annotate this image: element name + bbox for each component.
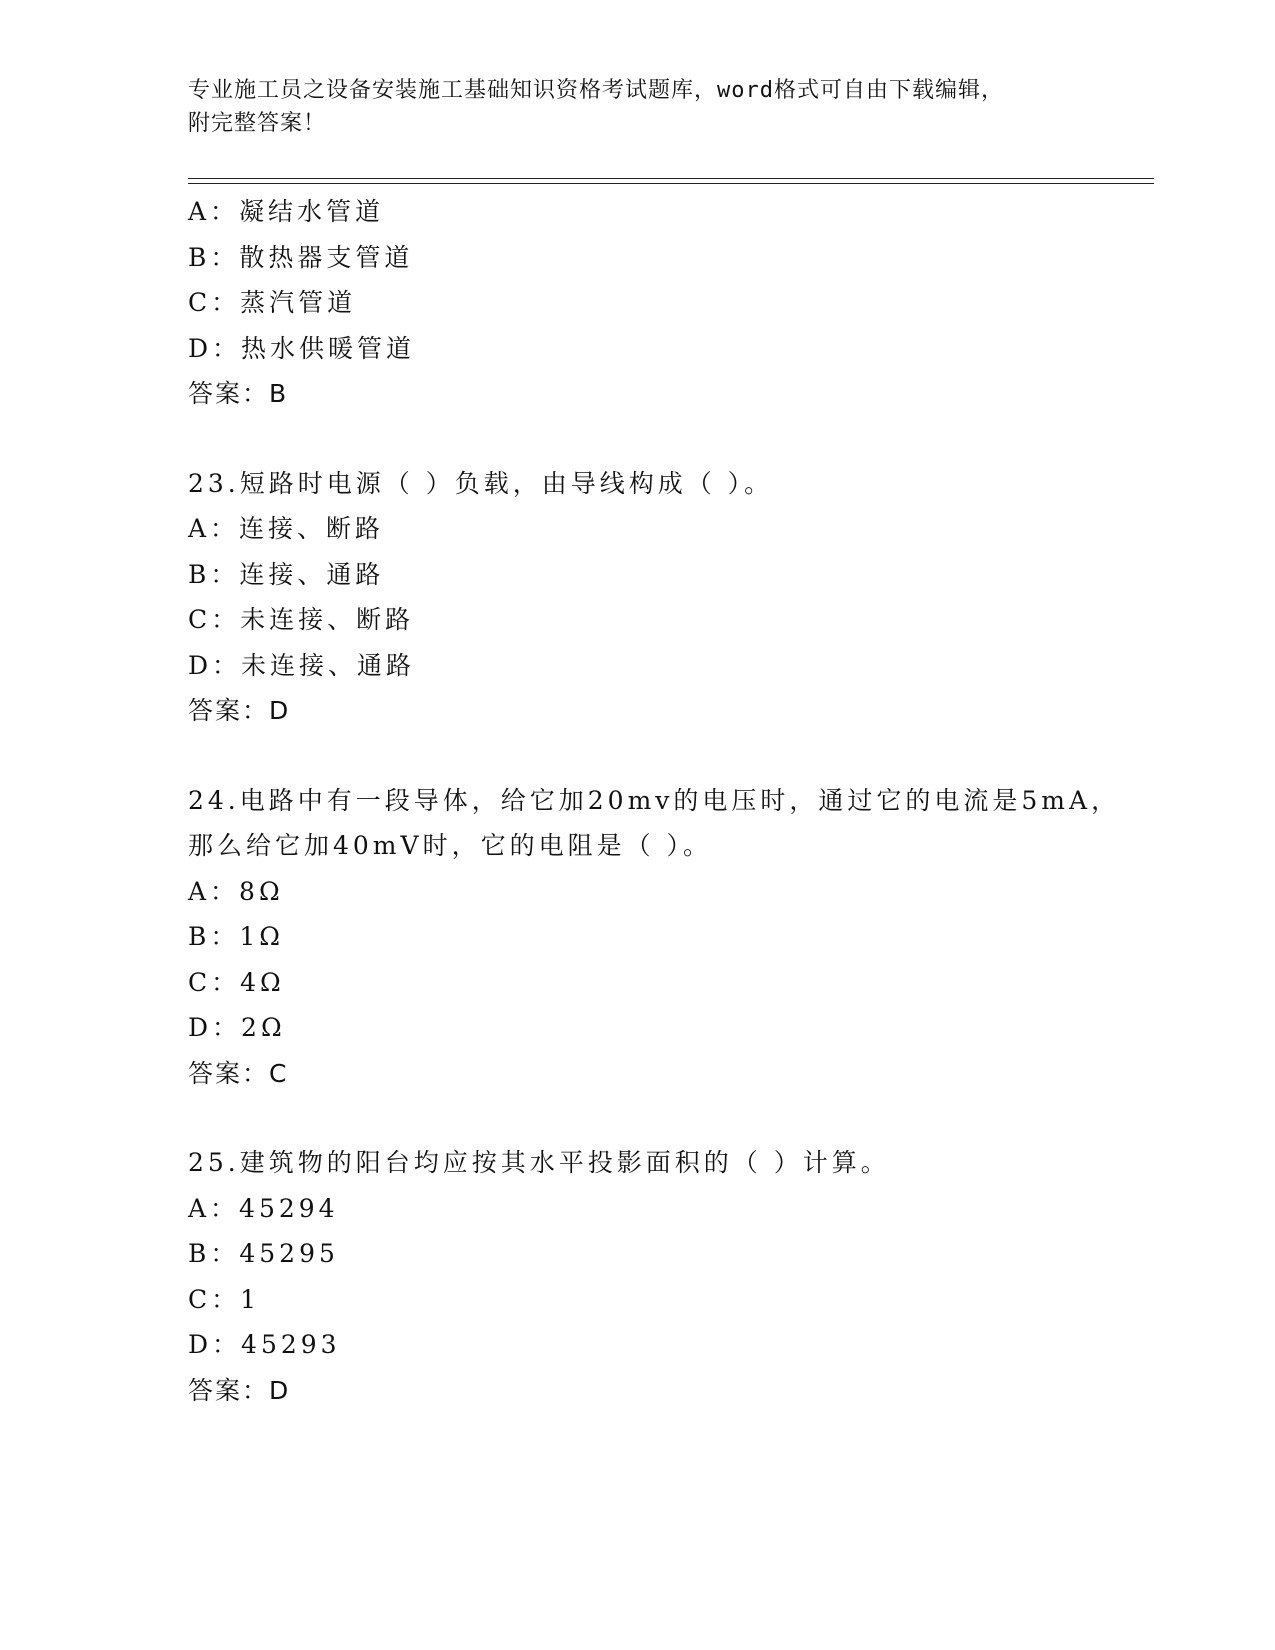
option-c: C：4Ω [188,967,285,997]
option-b: B：连接、通路 [188,559,385,589]
option-b: B：45295 [188,1239,339,1268]
option-b: B：散热器支管道 [188,242,414,272]
question-block-22 [188,189,1128,417]
answer-line: 答案：B [188,379,289,408]
answer-line: 答案：D [188,1375,291,1405]
option-a: A：8Ω [188,876,284,906]
option-a: A：45294 [188,1193,339,1223]
question-stem-line-1: 24.电路中有一段导体，给它加20mv的电压时，通过它的电流是5mA， [188,785,1121,815]
option-a: A：凝结水管道 [188,197,385,226]
header-divider-top [188,178,1154,179]
header-divider-bottom [188,183,1154,184]
question-block-24 [188,778,1128,1097]
question-block-23 [188,461,1128,734]
answer-line: 答案：C [188,1058,289,1088]
question-block-25 [188,1140,1128,1413]
header-title-line-2: 附完整答案！ [188,111,327,136]
option-d: D：45293 [188,1330,341,1359]
option-d: D：2Ω [188,1013,286,1042]
answer-line: 答案：D [188,696,291,725]
option-d: D：未连接、通路 [188,650,416,680]
option-c: C：未连接、断路 [188,605,415,634]
option-a: A：连接、断路 [188,514,385,543]
header-title-line-1: 专业施工员之设备安装施工基础知识资格考试题库，word格式可自由下载编辑， [188,78,1004,103]
question-stem: 23.短路时电源（ ）负载，由导线构成（ ）。 [188,468,774,498]
question-stem: 25.建筑物的阳台均应按其水平投影面积的（ ）计算。 [188,1148,890,1177]
document-header [188,74,1068,140]
question-list [188,189,1128,1413]
question-stem-line-2: 那么给它加40mV时，它的电阻是（ ）。 [188,831,713,860]
option-d: D：热水供暖管道 [188,333,416,363]
option-c: C：蒸汽管道 [188,288,357,317]
option-b: B：1Ω [188,922,285,951]
option-c: C：1 [188,1284,261,1314]
